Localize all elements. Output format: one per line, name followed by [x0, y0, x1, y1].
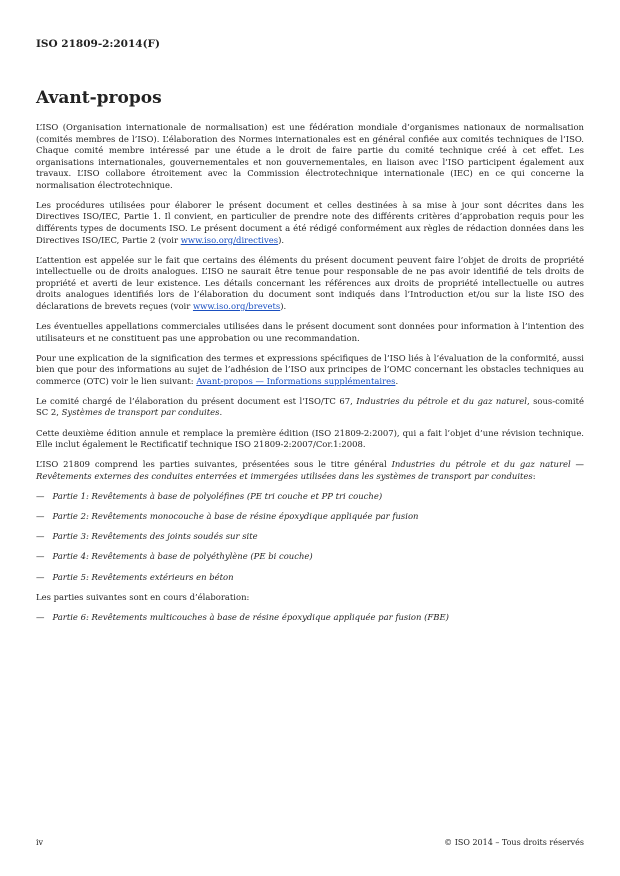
- text: Industries du pétrole et du gaz naturel — Revêtements externes des conduites enterrées et immergées utilisées dans les systèmes de transport par conduites: [36, 459, 584, 481]
- part-title: Partie 5: Revêtements extérieurs en béton: [52, 571, 234, 582]
- page-number: iv: [36, 838, 44, 847]
- document-body: [36, 122, 584, 632]
- text: Pour une explication de la signification des termes et expressions spécifiques de l’ISO liés à l’évaluation de la conformité, aussi bien que pour des informations au sujet de l’adhésion de l’ISO aux principes de l’OMC concernant les obstacles techniques au commerce (OTC) voir le lien suivant:: [36, 352, 584, 386]
- dash: —: [36, 531, 45, 542]
- document-header: ISO 21809-2:2014(F): [36, 38, 160, 50]
- paragraph: [36, 255, 584, 313]
- page-footer: [36, 838, 584, 847]
- paragraph: [36, 459, 584, 482]
- paragraph: Cette deuxième édition annule et remplace la première édition (ISO 21809-2:2007), qui a fait l’objet d’une révision technique. Elle inclut également le Rectificatif technique ISO 21809-2:2007/Cor.1:2008.: [36, 427, 584, 450]
- list-item: [36, 572, 584, 584]
- brevets-link[interactable]: www.iso.org/brevets: [192, 300, 281, 311]
- list-item: [36, 612, 584, 624]
- text: Le comité chargé de l’élaboration du présent document est l’ISO/TC 67,: [36, 395, 357, 406]
- dash: —: [36, 490, 45, 501]
- paragraph: [36, 353, 584, 388]
- text: , sous-comité SC 2,: [36, 395, 584, 418]
- part-title: Partie 3: Revêtements des joints soudés sur site: [52, 531, 258, 542]
- text: L’ISO 21809 comprend les parties suivantes, présentées sous le titre général: [36, 459, 392, 470]
- part-title: Partie 4: Revêtements à base de polyéthylène (PE bi couche): [52, 551, 313, 562]
- part-title: Partie 6: Revêtements multicouches à base de résine époxydique appliquée par fusion (FBE): [52, 611, 449, 622]
- directives-link[interactable]: www.iso.org/directives: [180, 234, 279, 245]
- supplementary-info-link[interactable]: Avant-propos — Informations supplémentaires: [196, 375, 396, 386]
- paragraph: L’ISO (Organisation internationale de normalisation) est une fédération mondiale d’organismes nationaux de normalisation (comités membres de l’ISO). L’élaboration des Normes internationales est en général confiée aux comités techniques de l’ISO. Chaque comité membre intéressé par une étude a le droit de faire partie du comité technique créé à cet effet. Les organisations internationales, gouvernementales et non gouvernementales, en liaison avec l’ISO participent également aux travaux. L’ISO collabore étroitement avec la Commission électrotechnique internationale (IEC) en ce qui concerne la normalisation électrotechnique.: [36, 122, 584, 190]
- dash: —: [36, 611, 45, 622]
- copyright: © ISO 2014 – Tous droits réservés: [444, 838, 584, 847]
- paragraph: Les parties suivantes sont en cours d’élaboration:: [36, 591, 250, 602]
- dash: —: [36, 551, 45, 562]
- text: ).: [278, 234, 285, 245]
- text: Systèmes de transport par conduites: [61, 407, 220, 418]
- text: ).: [280, 300, 287, 311]
- dash: —: [36, 511, 45, 522]
- text: Industries du pétrole et du gaz naturel: [356, 395, 527, 406]
- paragraph: [36, 396, 584, 419]
- list-item: [36, 531, 584, 543]
- text: .: [395, 375, 399, 386]
- paragraph: Les éventuelles appellations commerciales utilisées dans le présent document sont données pour information à l’intention des utilisateurs et ne constituent pas une approbation ou une recommandation.: [36, 320, 584, 343]
- text: .: [219, 407, 223, 418]
- section-title: Avant-propos: [36, 88, 162, 108]
- part-title: Partie 2: Revêtements monocouche à base de résine époxydique appliquée par fusion: [52, 511, 419, 522]
- text: L’attention est appelée sur le fait que certains des éléments du présent document peuvent faire l’objet de droits de propriété intellectuelle ou de droits analogues. L’ISO ne saurait être tenue pour responsable de ne pas avoir identifié de tels droits de propriété et averti de leur existence. Les détails concernant les références aux droits de propriété intellectuelle ou autres droits analogues identifiés lors de l’élaboration du document sont indiqués dans l’Introduction et/ou sur la liste ISO des déclarations de brevets reçues (voir: [36, 254, 584, 311]
- dash: —: [36, 571, 45, 582]
- text: Les procédures utilisées pour élaborer le présent document et celles destinées à sa mise à jour sont décrites dans les Directives ISO/IEC, Partie 1. Il convient, en particulier de prendre note des différents critères d’approbation requis pour les différents types de documents ISO. Le présent document a été rédigé conformément aux règles de rédaction données dans les Directives ISO/IEC, Partie 2 (voir: [36, 199, 584, 245]
- part-title: Partie 1: Revêtements à base de polyoléfines (PE tri couche et PP tri couche): [52, 490, 383, 501]
- text: :: [532, 470, 536, 481]
- list-item: [36, 511, 584, 523]
- list-item: [36, 491, 584, 503]
- list-item: [36, 551, 584, 563]
- paragraph: [36, 200, 584, 246]
